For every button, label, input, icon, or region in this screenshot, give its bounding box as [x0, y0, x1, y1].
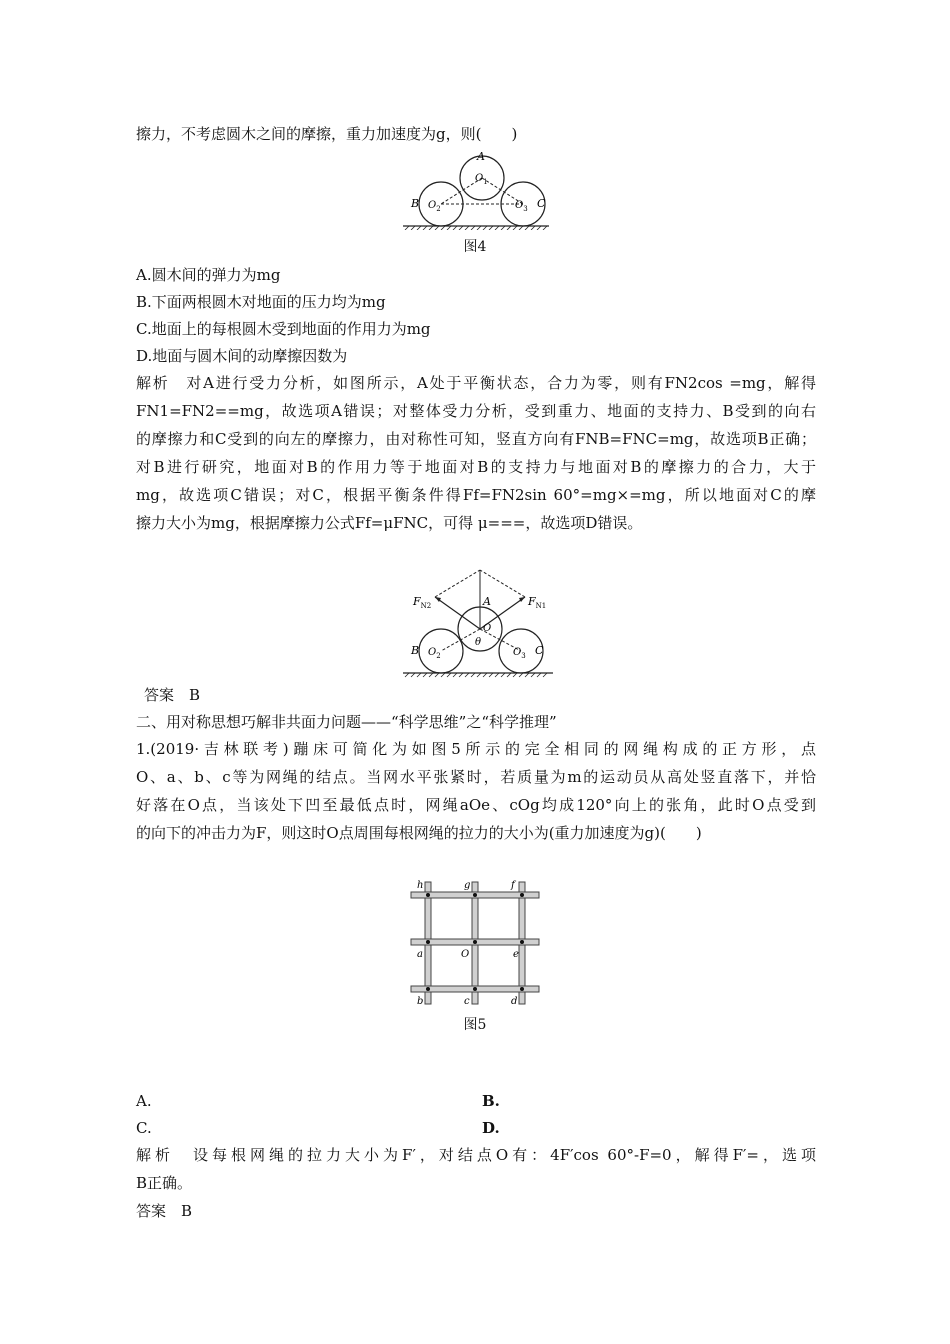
figure-5-caption: 图5	[463, 1017, 487, 1033]
label-g: g	[464, 880, 471, 891]
label-b: b	[417, 996, 424, 1006]
label-h: h	[417, 880, 424, 891]
knot-d	[520, 987, 524, 991]
label-fn2: $F_{N2}$	[413, 595, 432, 610]
label-c: C	[537, 197, 546, 210]
knot-f	[520, 893, 524, 897]
section-2-heading: 二、用对称思想巧解非共面力问题——“科学思维”之“科学推理”	[136, 713, 557, 731]
figure-5-net-grid	[405, 876, 545, 1006]
label-o3: $O_3$	[513, 647, 526, 660]
option-2-b: B.	[482, 1092, 500, 1110]
force-diagram	[395, 565, 560, 680]
knot-b	[426, 987, 430, 991]
label-a: a	[417, 949, 423, 960]
option-d: D.地面与圆木间的动摩擦因数为	[136, 347, 348, 365]
option-b: B.下面两根圆木对地面的压力均为mg	[136, 293, 386, 311]
analysis-1-line-6: 擦力大小为mg，根据摩擦力公式Ff=μFNC，可得 μ===，故选项D错误。	[136, 514, 643, 532]
option-2-d: D.	[482, 1119, 500, 1137]
knot-c	[473, 987, 477, 991]
arrow-fn2	[435, 597, 480, 629]
label-o1: $O_1$	[475, 173, 488, 186]
parallelogram-left	[435, 570, 480, 597]
label-c: C	[535, 644, 544, 657]
label-f: f	[511, 880, 515, 891]
analysis-1-line-2: FN1=FN2==mg，故选项A错误；对整体受力分析，受到重力、地面的支持力、B受到的向右	[136, 402, 816, 420]
analysis-1-line-3: 的摩擦力和C受到的向左的摩擦力，由对称性可知，竖直方向有FNB=FNC=mg，故选项B正确；	[136, 430, 816, 448]
knot-h	[426, 893, 430, 897]
question-stem-tail: 擦力，不考虑圆木之间的摩擦，重力加速度为g，则( )	[136, 125, 518, 143]
label-d: d	[511, 996, 518, 1006]
label-a: A	[477, 150, 485, 163]
label-b: B	[411, 644, 420, 657]
ground-hatch	[405, 226, 547, 230]
analysis-1-line-5: mg，故选项C错误；对C，根据平衡条件得Ff=FN2sin 60°=mg×=mg，所以地面对C的摩	[136, 486, 816, 504]
label-e: e	[513, 949, 519, 960]
question-1-line-3: 好落在O点，当该处下凹至最低点时，网绳aOe、cOg均成120°向上的张角，此时O点受到	[136, 796, 816, 814]
label-b: B	[411, 197, 420, 210]
label-c: c	[464, 996, 470, 1006]
analysis-1-line-4: 对B进行研究，地面对B的作用力等于地面对B的支持力与地面对B的摩擦力的合力，大于	[136, 458, 816, 476]
label-o2: $O_2$	[428, 647, 441, 660]
answer-2: 答案 B	[136, 1202, 193, 1220]
question-1-line-1: 1.(2019·吉林联考)蹦床可简化为如图5所示的完全相同的网绳构成的正方形，点	[136, 740, 816, 758]
label-o: O	[483, 623, 492, 634]
question-1-line-4: 的向下的冲击力为F，则这时O点周围每根网绳的拉力的大小为(重力加速度为g)( )	[136, 824, 702, 842]
option-2-a: A.	[136, 1092, 152, 1110]
label-theta: θ	[475, 637, 482, 648]
option-2-c: C.	[136, 1119, 152, 1137]
label-o3: $O_3$	[515, 200, 528, 213]
knot-a	[426, 940, 430, 944]
answer-1: 答案 B	[144, 686, 201, 704]
parallelogram-right	[480, 570, 525, 597]
analysis-2-line-1: 解析 设每根网绳的拉力大小为F′，对结点O有：4F′cos 60°-F=0，解得F′=，选项	[136, 1146, 816, 1164]
knot-e	[520, 940, 524, 944]
label-o: O	[461, 949, 470, 960]
question-1-line-2: O、a、b、c等为网绳的结点。当网水平张紧时，若质量为m的运动员从高处竖直落下，并恰	[136, 768, 816, 786]
figure-4-caption: 图4	[463, 239, 487, 255]
knot-g	[473, 893, 477, 897]
analysis-1-line-1: 解析 对A进行受力分析，如图所示，A处于平衡状态，合力为零，则有FN2cos =mg，解得	[136, 374, 816, 392]
label-a: A	[483, 595, 491, 608]
label-o2: $O_2$	[428, 200, 441, 213]
knot-o	[473, 940, 477, 944]
label-fn1: $F_{N1}$	[528, 595, 547, 610]
analysis-2-line-2: B正确。	[136, 1174, 193, 1192]
option-a: A.圆木间的弹力为mg	[136, 266, 281, 284]
option-c: C.地面上的每根圆木受到地面的作用力为mg	[136, 320, 431, 338]
figure-4-three-logs	[395, 148, 555, 230]
